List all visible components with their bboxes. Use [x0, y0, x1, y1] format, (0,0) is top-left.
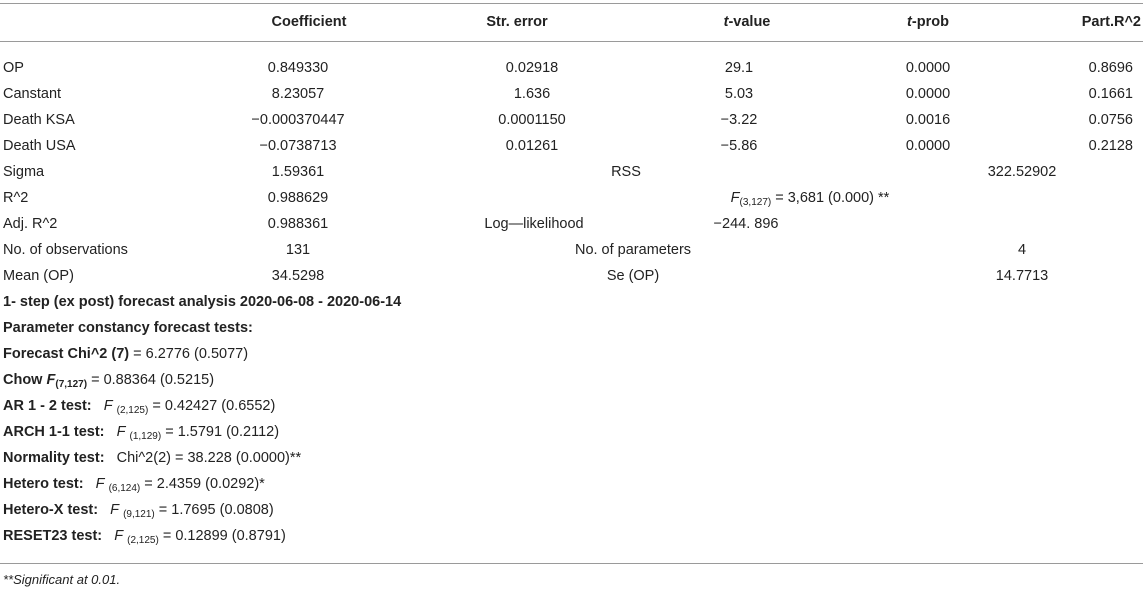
nobs-label: No. of observations — [3, 242, 128, 258]
arch-test: ARCH 1-1 test: F $_{(1,129)}$ = 1.5791 (0.2112) — [3, 424, 280, 442]
coef-cell: 0.849330 — [267, 60, 329, 76]
header-part-r2: Part.R^2 — [1081, 14, 1141, 30]
hetero-x-test: Hetero-X test: F $_{(9,121)}$ = 1.7695 (0.0808) — [3, 502, 274, 520]
r2-label: R^2 — [3, 190, 29, 206]
header-coefficient: Coefficient — [271, 14, 347, 30]
se-cell: 0.02918 — [505, 60, 559, 76]
row-label: Canstant — [3, 86, 62, 102]
row-label: Death KSA — [3, 112, 75, 128]
coef-cell: −0.000370447 — [251, 112, 345, 128]
tval-cell: −3.22 — [720, 112, 758, 128]
loglik-value: −244. 896 — [713, 216, 779, 232]
forecast-title: 1- step (ex post) forecast analysis 2020-06-08 - 2020-06-14 — [3, 294, 402, 310]
adj-r2-label: Adj. R^2 — [3, 216, 58, 232]
rss-label: RSS — [611, 164, 641, 180]
tval-cell: 5.03 — [724, 86, 754, 102]
hetero-test: Hetero test: F $_{(6,124)}$ = 2.4359 (0.0292)* — [3, 476, 265, 494]
partr2-cell: 0.1661 — [1088, 86, 1133, 102]
partr2-cell: 0.2128 — [1088, 138, 1133, 154]
loglik-label: Log—likelihood — [484, 216, 584, 232]
npar-value: 4 — [1017, 242, 1027, 258]
rss-value: 322.52902 — [987, 164, 1057, 180]
nobs-value: 131 — [285, 242, 311, 258]
bottom-rule — [0, 563, 1143, 564]
ar-test: AR 1 - 2 test: F $_{(2,125)}$ = 0.42427 (0.6552) — [3, 398, 276, 416]
forecast-subtitle: Parameter constancy forecast tests: — [3, 320, 253, 336]
normality-test: Normality test: Chi^2(2) = 38.228 (0.0000)** — [3, 450, 302, 466]
footnote: **Significant at 0.01. — [3, 572, 121, 587]
se-cell: 1.636 — [513, 86, 551, 102]
tprob-cell: 0.0000 — [905, 86, 951, 102]
tval-cell: 29.1 — [724, 60, 754, 76]
partr2-cell: 0.8696 — [1088, 60, 1133, 76]
header-t-value: t-value — [723, 14, 771, 30]
r2-value: 0.988629 — [267, 190, 329, 206]
tprob-cell: 0.0000 — [905, 138, 951, 154]
chow-test: Chow $F_{(7,127)} = 0.88364$ (0.5215) — [3, 372, 215, 390]
coef-cell: 8.23057 — [271, 86, 325, 102]
coef-cell: −0.0738713 — [259, 138, 337, 154]
row-label: OP — [3, 60, 24, 76]
top-rule — [0, 3, 1143, 4]
header-t-prob: t-prob — [907, 14, 949, 30]
adj-r2-value: 0.988361 — [267, 216, 329, 232]
reset-test: RESET23 test: F $_{(2,125)}$ = 0.12899 (0.8791) — [3, 528, 286, 546]
se-op-label: Se (OP) — [606, 268, 660, 284]
header-rule — [0, 41, 1143, 42]
npar-label: No. of parameters — [574, 242, 692, 258]
sigma-label: Sigma — [3, 164, 45, 180]
header-str-error: Str. error — [486, 14, 548, 30]
tval-cell: −5.86 — [720, 138, 758, 154]
mean-label: Mean (OP) — [3, 268, 74, 284]
se-cell: 0.0001150 — [498, 112, 566, 128]
se-cell: 0.01261 — [505, 138, 559, 154]
sigma-value: 1.59361 — [271, 164, 325, 180]
partr2-cell: 0.0756 — [1088, 112, 1133, 128]
row-label: Death USA — [3, 138, 76, 154]
tprob-cell: 0.0000 — [905, 60, 951, 76]
tprob-cell: 0.0016 — [905, 112, 951, 128]
se-op-value: 14.7713 — [995, 268, 1049, 284]
mean-value: 34.5298 — [271, 268, 325, 284]
f-statistic: $F_{(3,127)} = 3,681$ (0.000) ** — [730, 190, 890, 208]
forecast-chi2-test: Forecast Chi^2 (7) = 6.2776 (0.5077) — [3, 346, 249, 362]
